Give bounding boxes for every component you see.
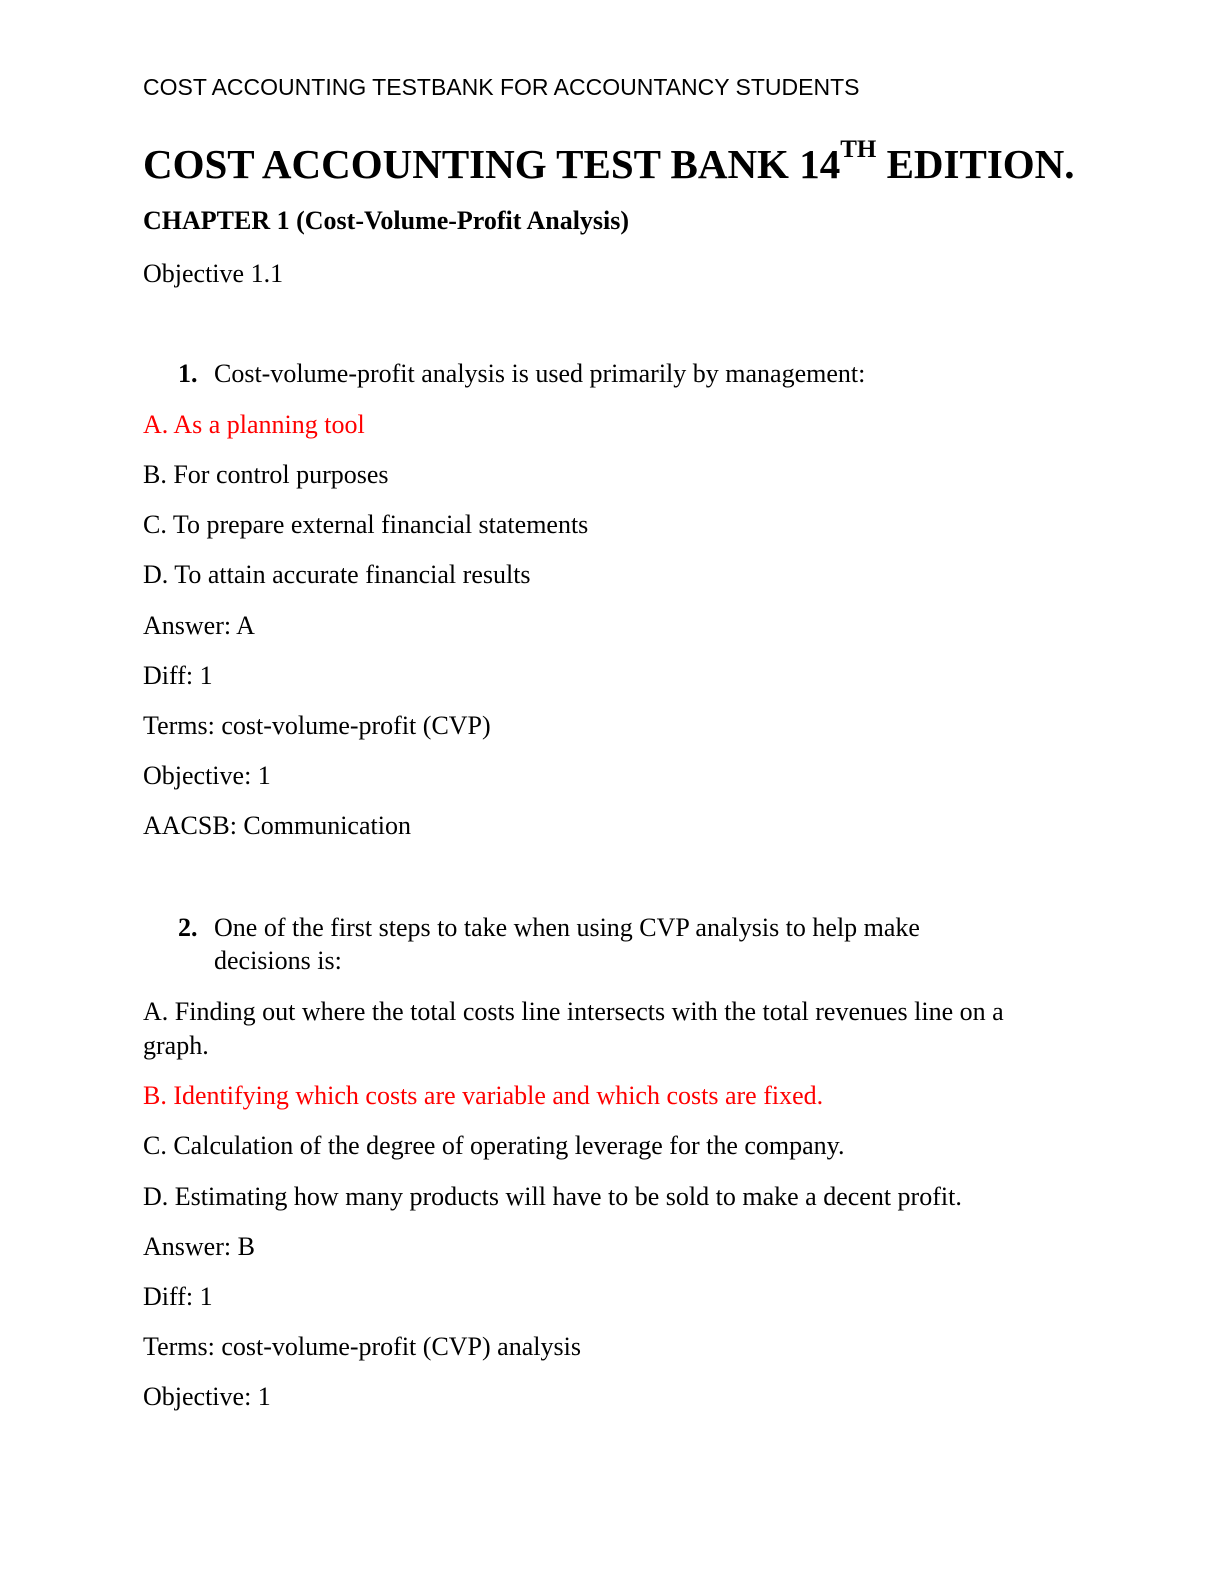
option-a: A. Finding out where the total costs line intersects with the total revenues line on a [143, 997, 1004, 1026]
aacsb: AACSB: Communication [143, 811, 411, 840]
terms: Terms: cost-volume-profit (CVP) analysis [143, 1332, 581, 1361]
question-text-cont: decisions is: [214, 946, 342, 975]
running-header: COST ACCOUNTING TESTBANK FOR ACCOUNTANCY STUDENTS [143, 74, 860, 100]
option-d: D. Estimating how many products will have to be sold to make a decent profit. [143, 1182, 962, 1211]
question-text: One of the first steps to take when using CVP analysis to help make [214, 913, 920, 942]
chapter-heading: CHAPTER 1 (Cost-Volume-Profit Analysis) [143, 206, 630, 235]
title-end: EDITION. [876, 141, 1075, 187]
answer: Answer: B [143, 1232, 255, 1261]
terms: Terms: cost-volume-profit (CVP) [143, 711, 491, 740]
difficulty: Diff: 1 [143, 1282, 213, 1311]
question-number: 2. [178, 913, 198, 942]
answer: Answer: A [143, 611, 255, 640]
option-a-correct: A. As a planning tool [143, 410, 365, 439]
objective: Objective: 1 [143, 761, 271, 790]
option-c: C. To prepare external financial statements [143, 510, 589, 539]
option-b: B. For control purposes [143, 460, 389, 489]
document-title [143, 136, 1075, 188]
question-text: Cost-volume-profit analysis is used primarily by management: [214, 359, 866, 388]
question-number: 1. [178, 359, 198, 388]
option-a-cont: graph. [143, 1031, 209, 1060]
objective: Objective: 1 [143, 1382, 271, 1411]
title-text: COST ACCOUNTING TEST BANK 14 [143, 141, 841, 187]
difficulty: Diff: 1 [143, 661, 213, 690]
option-d: D. To attain accurate financial results [143, 560, 531, 589]
option-c: C. Calculation of the degree of operating leverage for the company. [143, 1131, 845, 1160]
objective-heading: Objective 1.1 [143, 259, 284, 288]
option-b-correct: B. Identifying which costs are variable and which costs are fixed. [143, 1081, 824, 1110]
title-superscript: TH [840, 136, 877, 163]
